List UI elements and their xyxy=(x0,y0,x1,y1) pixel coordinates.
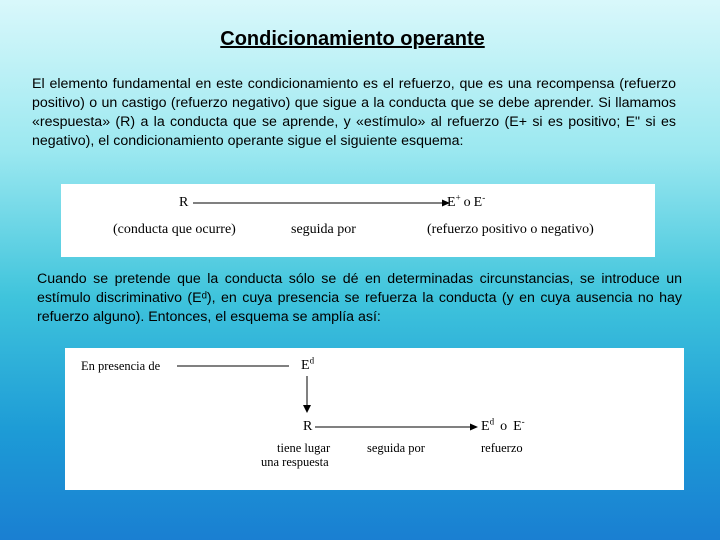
right-caption: (refuerzo positivo o negativo) xyxy=(427,222,594,237)
intro-paragraph: El elemento fundamental en este condicionamiento es el refuerzo, que es una recompensa (refuerzo positivo) o un castigo (refuerzo negativo) que sigue a la conducta que se debe aprender. Si llamamos «respuesta» (R) a la conducta que se aprende, y «estímulo» al refuerzo (E+ si es positivo; E" si es negativo), el condicionamiento operante sigue el siguiente esquema: xyxy=(32,76,676,149)
stimulus-label: E+ o E- xyxy=(447,192,486,210)
slide-title: Condicionamiento operante xyxy=(220,28,485,50)
basic-scheme-arrows xyxy=(61,184,655,257)
caption-tiene-lugar: tiene lugar xyxy=(277,441,331,455)
caption-refuerzo: refuerzo xyxy=(481,441,523,455)
discriminative-stimulus: $E^d$ xyxy=(301,355,315,373)
caption-seguida-por: seguida por xyxy=(367,441,425,455)
r-to-refuerzo-arrowhead xyxy=(470,424,478,431)
extended-scheme-diagram xyxy=(65,348,684,490)
ed-to-r-arrowhead xyxy=(303,405,311,413)
basic-scheme-diagram xyxy=(61,184,655,257)
caption-una-respuesta: una respuesta xyxy=(261,455,329,469)
response-symbol: R xyxy=(179,195,189,210)
discriminative-paragraph: Cuando se pretende que la conducta sólo se dé en determinadas circunstancias, se introduce un estímulo discriminativo (Eᵈ), en cuya presencia se refuerza la conducta (y en cuya ausencia no hay refuerzo alguno). Entonces, el esquema se amplía así: xyxy=(37,271,682,325)
presence-label: En presencia de xyxy=(81,359,161,373)
reinforcer-symbols: $E^d$ o E- xyxy=(481,416,525,434)
left-caption: (conducta que ocurre) xyxy=(113,222,236,237)
middle-caption: seguida por xyxy=(291,222,356,237)
response-symbol-2: R xyxy=(303,419,313,434)
